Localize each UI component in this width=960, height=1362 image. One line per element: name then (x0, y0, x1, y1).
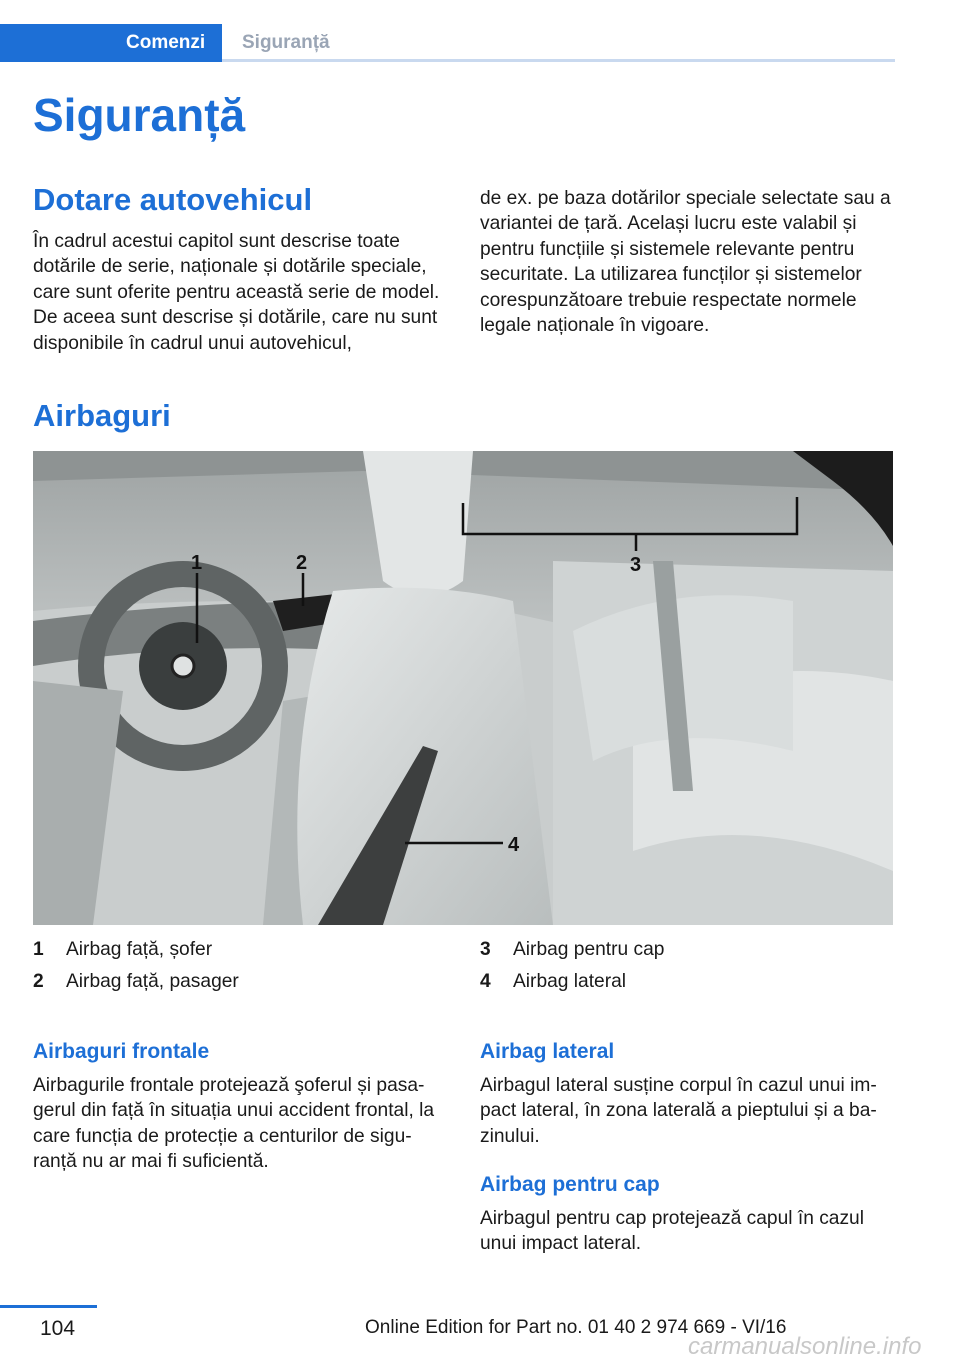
legend-label: Airbag lateral (513, 971, 627, 992)
lateral-airbag-text: Airbagul lateral susține corpul în cazul unui impact lateral, în zona laterală a pieptului și a bazinului. (480, 1075, 877, 1147)
footer-divider (0, 1305, 97, 1308)
section-title-airbags: Airbaguri (33, 398, 171, 433)
tab-siguranta[interactable]: Siguranță (242, 32, 330, 53)
legend-number: 1 (33, 939, 44, 960)
legend-label: Airbag pentru cap (513, 939, 665, 960)
frontal-airbag-text: Airbagurile frontale protejează şoferul și pasagerul din față în situația unui accident frontal, la care funcția de protecție a centurilor de siguranță nu ar mai fi suficientă. (33, 1075, 435, 1173)
subsection-title-frontal: Airbaguri frontale (33, 1040, 210, 1063)
head-airbag-text: Airbagul pentru cap protejează capul în cazul unui impact lateral. (480, 1208, 864, 1255)
callout-1: 1 (191, 552, 203, 574)
intro-text-left: În cadrul acestui capitol sunt descrise toate dotările de serie, naționale și dotările speciale, care sunt oferite pentru această serie de model. De aceea sunt descrise și dotările, care nu sunt disponibile în cadrul unui autovehicul, (33, 231, 440, 354)
subsection-title-head: Airbag pentru cap (480, 1173, 660, 1196)
legend-item (480, 934, 664, 966)
legend-number: 3 (480, 939, 491, 960)
legend-number: 4 (480, 971, 491, 992)
page-title: Siguranță (33, 89, 246, 141)
section-title-dotare: Dotare autovehicul (33, 182, 313, 217)
header-divider (222, 59, 895, 62)
intro-text-right: de ex. pe baza dotărilor speciale selectate sau a variantei de țară. Același lucru este valabil și pentru funcțiile și sistemele relevante pentru securitate. La utilizarea funcților și sistemelor corespunzătoare trebuie respectate normele legale naționale în vigoare. (480, 188, 891, 337)
page-number: 104 (40, 1317, 76, 1340)
callout-2: 2 (296, 552, 308, 574)
legend-number: 2 (33, 971, 44, 992)
figure-legend-left (33, 934, 239, 998)
legend-label: Airbag față, pasager (66, 971, 239, 992)
figure-legend-right (480, 934, 664, 998)
callout-4: 4 (508, 834, 520, 856)
tab-comenzi[interactable]: Comenzi (0, 24, 222, 62)
top-navigation (0, 0, 960, 62)
legend-item (480, 966, 664, 998)
subsection-title-lateral: Airbag lateral (480, 1040, 615, 1063)
airbag-illustration (33, 451, 893, 925)
callout-3: 3 (630, 554, 642, 576)
legend-item (33, 934, 239, 966)
legend-label: Airbag față, șofer (66, 939, 213, 960)
legend-item (33, 966, 239, 998)
edition-info: Online Edition for Part no. 01 40 2 974 669 - VI/16 (365, 1317, 787, 1338)
watermark: carmanualsonline.info (688, 1333, 922, 1360)
